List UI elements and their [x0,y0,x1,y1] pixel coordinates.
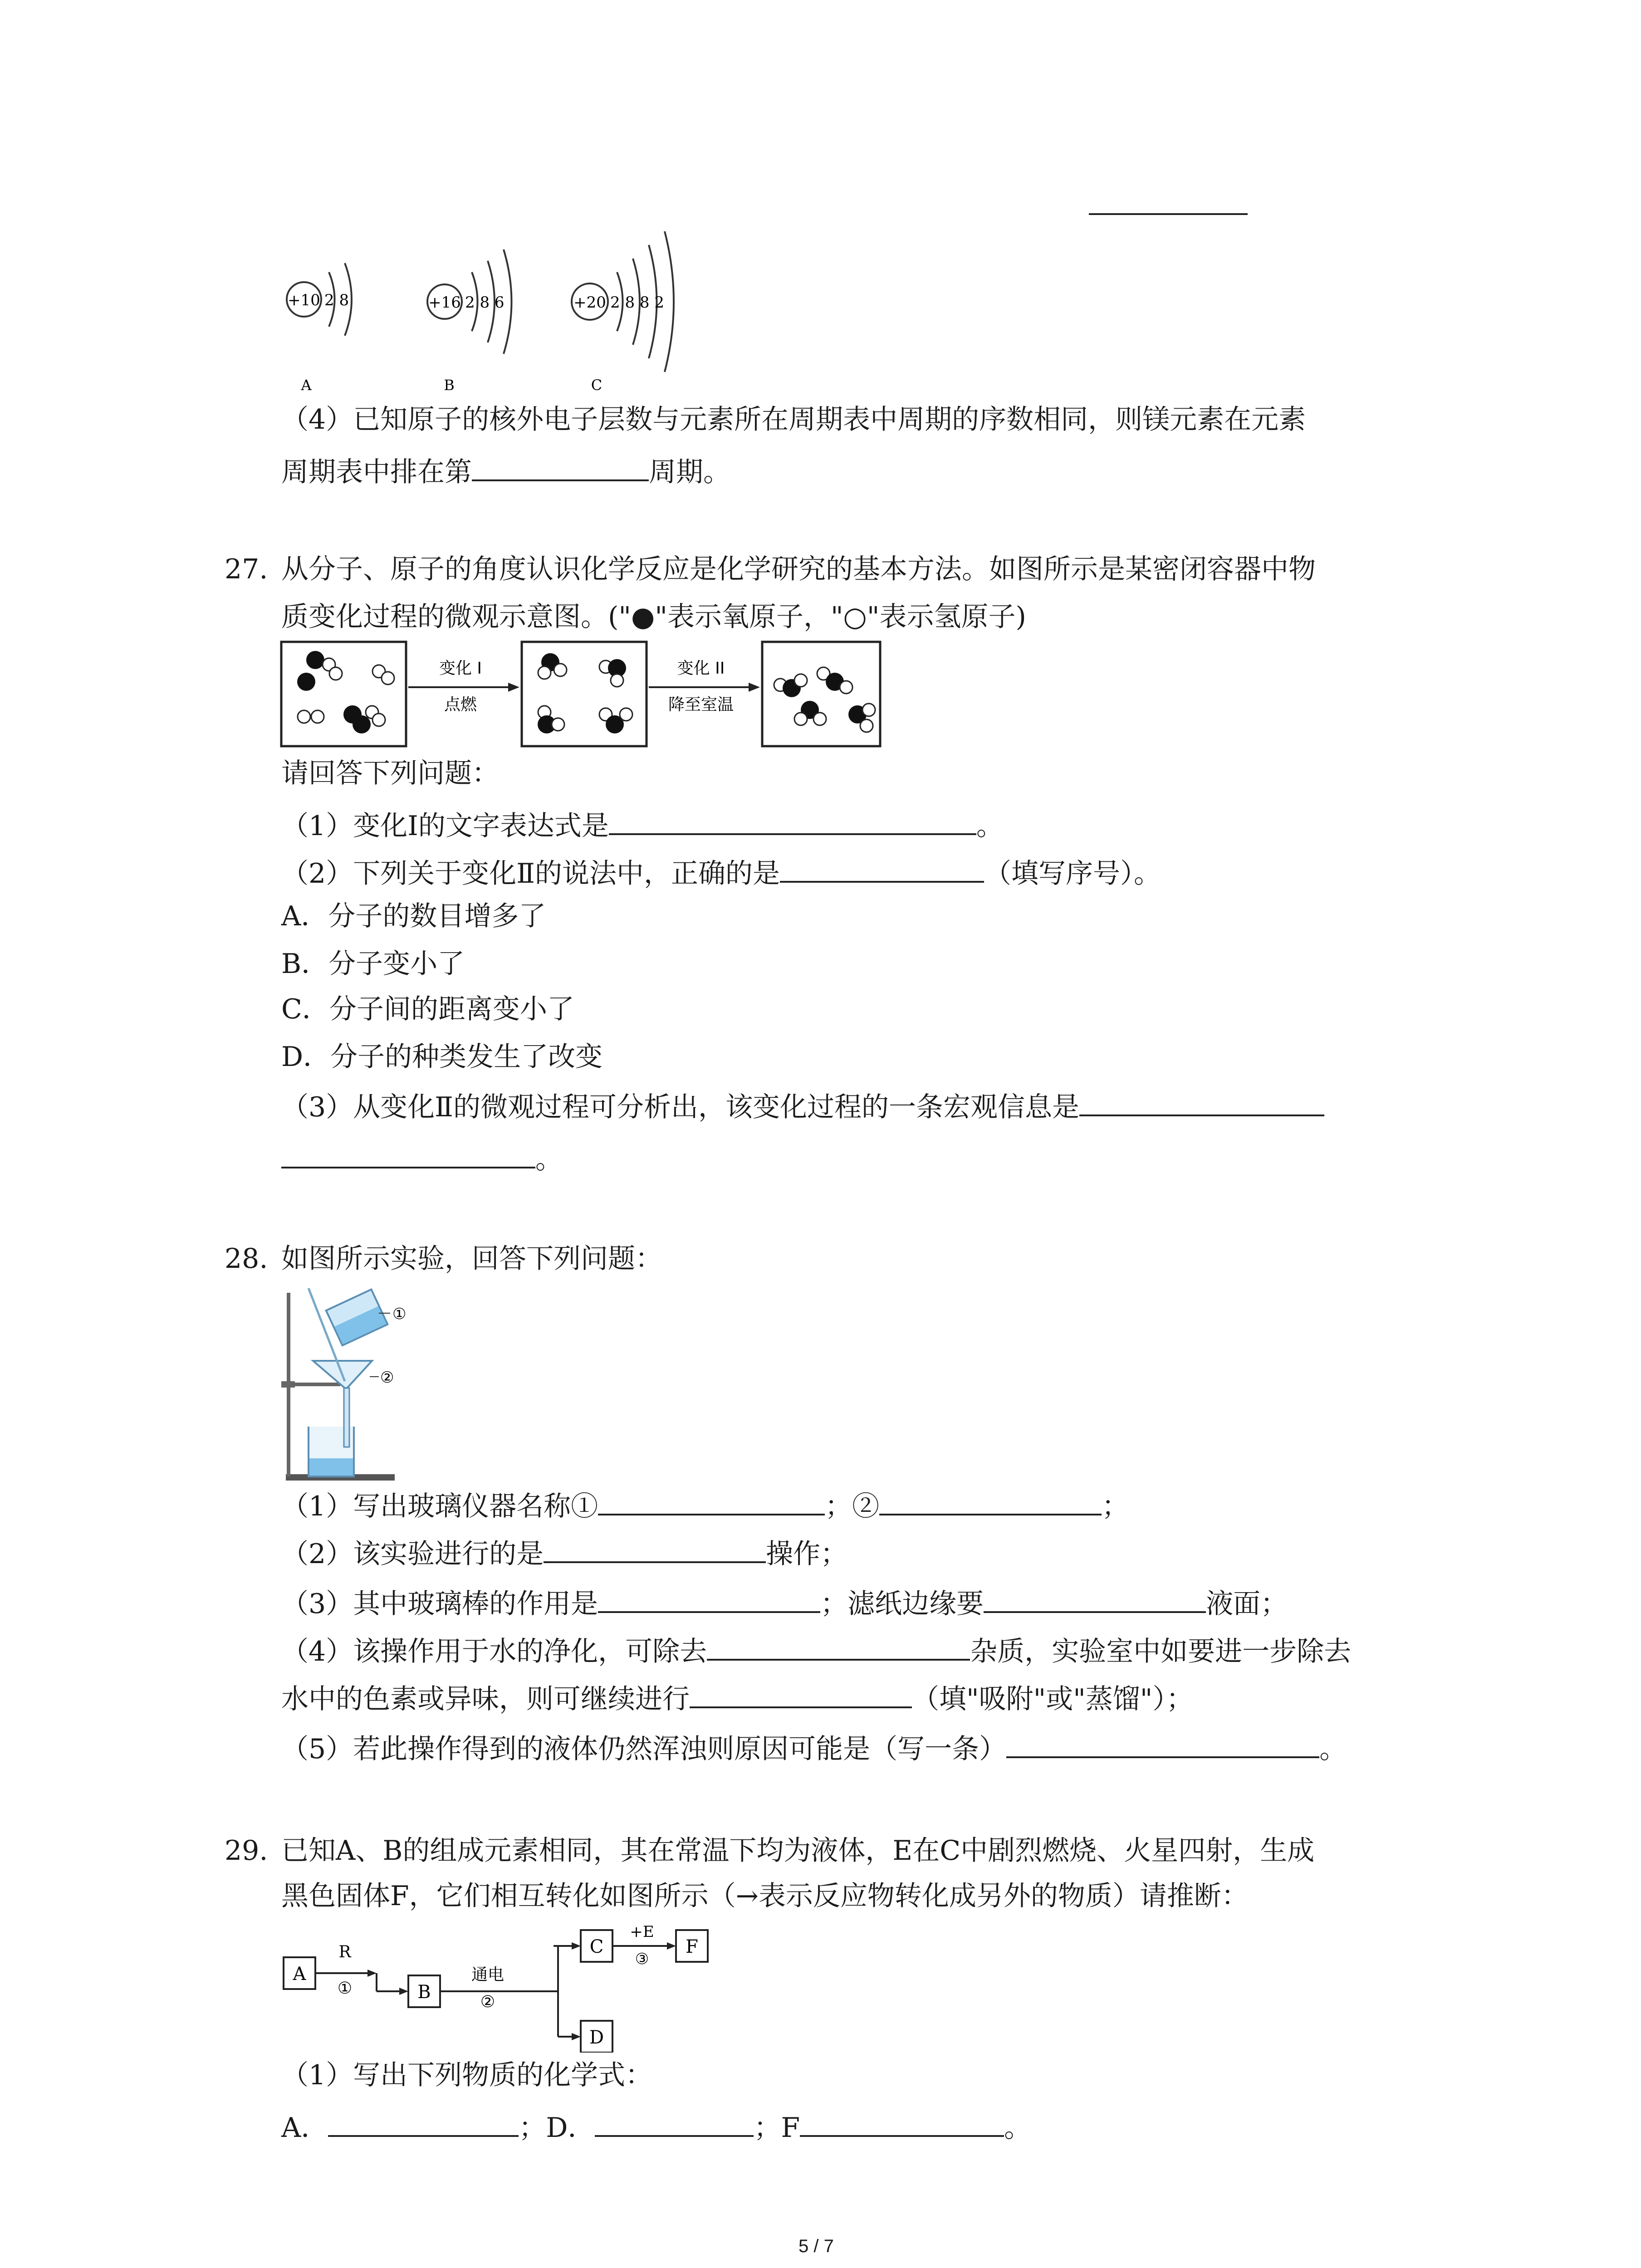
q28-q1: （1）写出玻璃仪器名称① ；② ； [281,1486,1129,1525]
label-1: ① [392,1305,407,1323]
q28-q4-blank-2[interactable] [690,1678,912,1708]
q28-q3-blank-2[interactable] [984,1583,1206,1613]
atom-a-shells: 2 8 [324,291,349,309]
q28-q4-blank-1[interactable] [707,1631,970,1661]
filtration-apparatus [277,1279,426,1483]
arrow-plus-e-num: ③ [635,1950,649,1968]
q27-micro-diagram [279,637,882,751]
q27-q2: （2）下列关于变化Ⅱ的说法中，正确的是 （填写序号）。 [281,853,1161,892]
page-number: 5 / 7 [798,2236,834,2256]
atom-b [427,249,512,394]
q27-line1: 27. 从分子、原子的角度认识化学反应是化学研究的基本方法。如图所示是某密闭容器中物 [225,551,1316,587]
q26-4-line1: （4）已知原子的核外电子层数与元素所在周期表中周期的序数相同，则镁元素在元素 [281,404,1306,435]
arrow-r-num: ① [337,1979,353,1998]
label-2: ② [380,1369,394,1387]
q26-period-blank[interactable] [472,451,649,481]
q28-q1-blank-1[interactable] [598,1486,825,1515]
q27-q3: （3）从变化Ⅱ的微观过程可分析出，该变化过程的一条宏观信息是 [281,1086,1324,1125]
box-c-label: C [589,1936,604,1957]
pouring-beaker [326,1290,388,1346]
arrow-electrolysis-label: 通电 [471,1965,505,1984]
q28-q3: （3）其中玻璃棒的作用是 ；滤纸边缘要 液面； [281,1583,1288,1622]
atom-c-label: C [591,376,603,394]
q28-q1-blank-2[interactable] [879,1486,1102,1515]
arrow1-top-label: 变化 I [439,659,482,678]
q29-number: 29. [225,1835,268,1867]
arrow1-bottom-label: 点燃 [444,695,477,714]
q28-q2: （2）该实验进行的是 操作； [281,1533,847,1572]
arrow2-top-label: 变化 II [677,659,725,678]
atom-a-label: A [301,376,312,394]
atom-b-label: B [444,376,455,394]
top-answer-blank[interactable] [1089,213,1248,215]
atom-b-nucleus: +16 [428,293,461,312]
q29-q1: （1）写出下列物质的化学式： [281,2059,653,2091]
q27-option-a: A．分子的数目增多了 [281,900,546,932]
q28-q5: （5）若此操作得到的液体仍然浑浊则原因可能是（写一条） 。 [281,1728,1347,1767]
q27-q3-blank-2[interactable] [281,1139,535,1168]
arrow-r-label: R [338,1943,351,1961]
q27-number: 27. [225,553,268,585]
q28-title: 28. 如图所示实验，回答下列问题： [225,1241,662,1277]
q27-line2: 质变化过程的微观示意图。("●"表示氧原子，"○"表示氢原子) [281,601,1026,633]
atom-structure-diagrams [272,213,726,404]
q26-4-line2: 周期表中排在第 周期。 [281,451,730,490]
q28-q3-blank-1[interactable] [598,1583,820,1613]
box-f-label: F [686,1936,698,1957]
q28-q5-blank[interactable] [1006,1728,1319,1758]
q28-q4: （4）该操作用于水的净化，可除去 杂质，实验室中如要进一步除去 [281,1631,1351,1670]
q29-blank-f[interactable] [800,2107,1004,2137]
atom-c [572,231,674,394]
q29-answers: A． ；D． ；F 。 [281,2107,1031,2146]
arrow2-bottom-label: 降至室温 [668,695,734,714]
q27-q1: （1）变化Ⅰ的文字表达式是 。 [281,805,1004,844]
q27-q2-blank[interactable] [780,853,984,883]
q29-blank-d[interactable] [595,2107,754,2137]
q29-line1: 29. 已知A、B的组成元素相同，其在常温下均为液体，E在C中剧烈燃烧、火星四射，生成 [225,1833,1314,1869]
atom-b-shells: 2 8 6 [465,293,505,312]
atom-c-shells: 2 8 8 2 [610,293,664,312]
q27-q3-blank-1[interactable] [1079,1086,1324,1116]
q27-prompt: 请回答下列问题： [281,758,499,789]
q29-line2: 黑色固体F，它们相互转化如图所示（→表示反应物转化成另外的物质）请推断： [281,1880,1249,1912]
atom-c-nucleus: +20 [573,293,606,312]
q28-q2-blank[interactable] [544,1533,766,1563]
atom-a-nucleus: +10 [288,291,320,309]
q27-option-c: C．分子间的距离变小了 [281,993,574,1025]
q28-number: 28. [225,1243,268,1275]
q29-conversion-diagram [281,1926,726,2053]
atom-a [287,263,352,394]
q28-q4b: 水中的色素或异味，则可继续进行 （填"吸附"或"蒸馏"）； [281,1678,1193,1717]
box-b-label: B [417,1982,431,2003]
q27-q1-blank[interactable] [609,805,976,835]
q27-q3-cont: 。 [281,1139,563,1178]
q27-option-b: B．分子变小了 [281,948,465,980]
arrow-electrolysis-num: ② [480,1993,495,2011]
q27-option-d: D．分子的种类发生了改变 [281,1041,603,1073]
arrow-plus-e-label: +E [630,1926,654,1941]
box-a-label: A [293,1964,306,1984]
box-d-label: D [589,2027,604,2048]
q29-blank-a[interactable] [328,2107,519,2137]
